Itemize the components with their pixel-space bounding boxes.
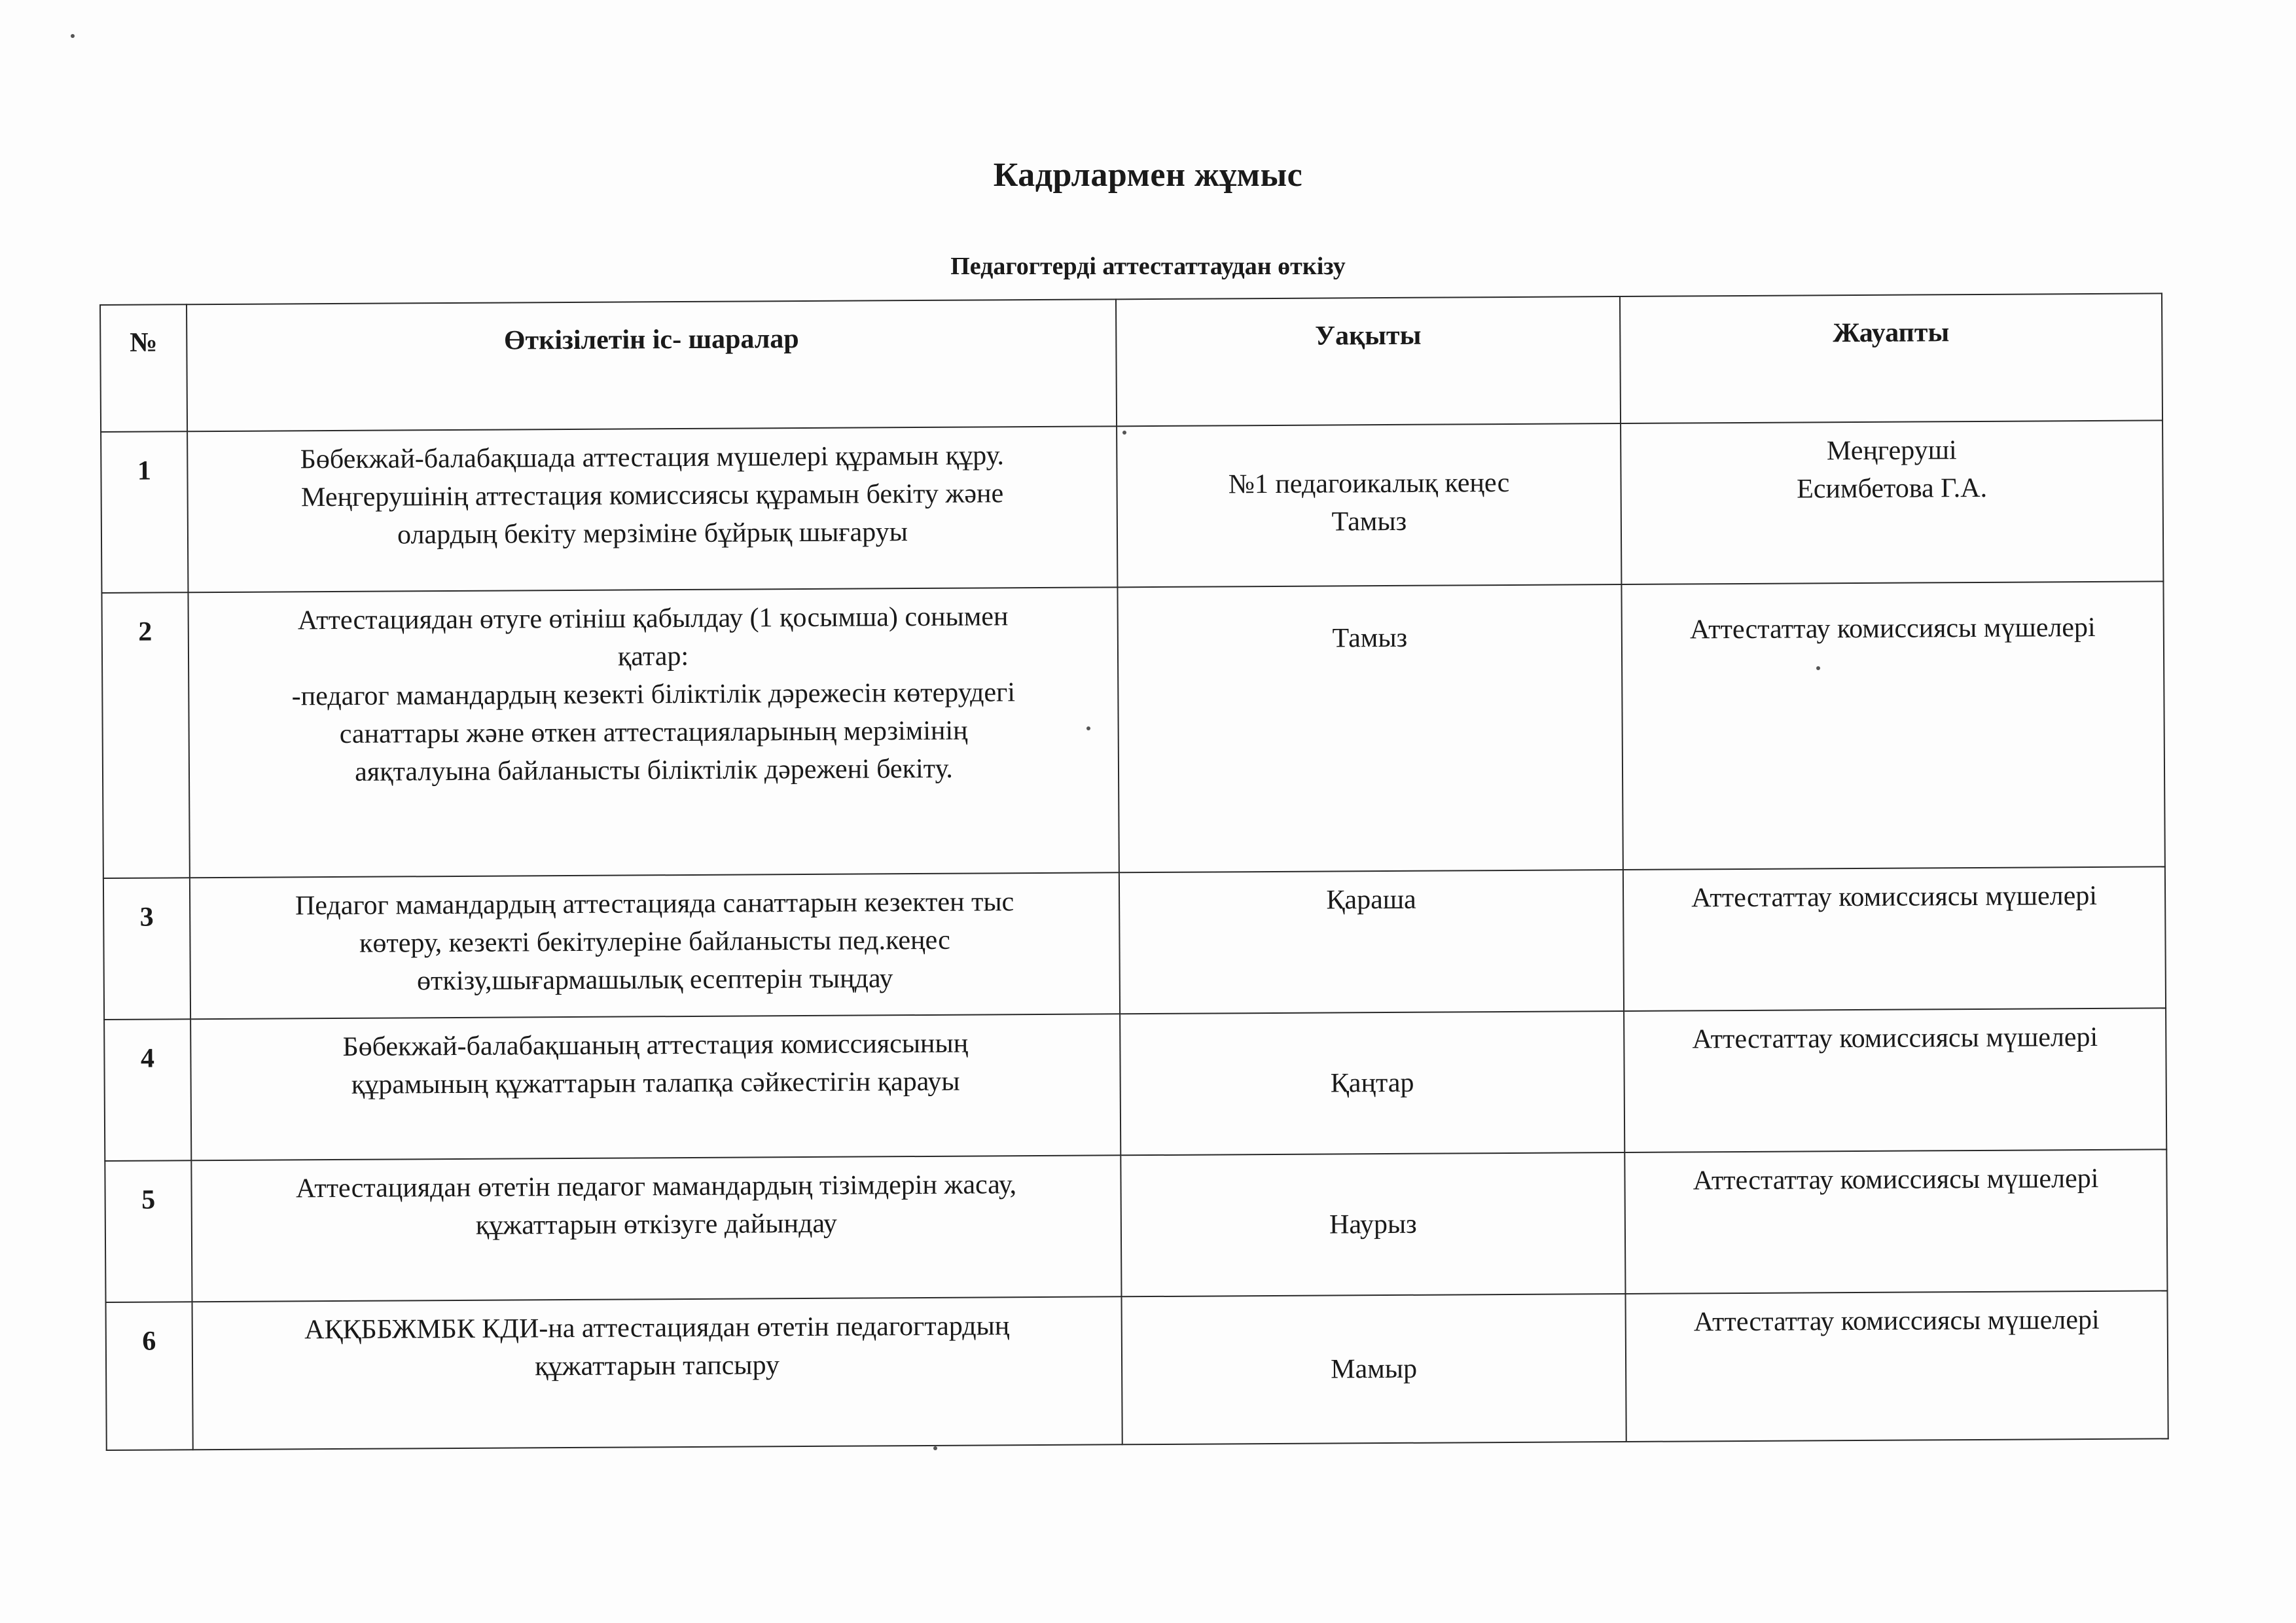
table-header-row [100,293,2162,432]
responsible-line: Есимбетова Г.А. [1797,473,1988,505]
table-row [106,1291,2168,1450]
responsible-line: Аттестаттау комиссиясы мүшелері [1689,612,2096,645]
header-activity: Өткізілетін іс- шаралар [187,299,1117,431]
activity-line: қатар: [617,641,689,672]
time-line: Қараша [1326,884,1416,916]
responsible-cell [1621,420,2163,584]
time-line: Тамыз [1331,506,1407,537]
activity-cell [190,872,1120,1019]
time-cell [1119,870,1624,1014]
activity-line: құжаттарын тапсыру [535,1350,780,1382]
row-number: 6 [106,1302,193,1450]
time-cell [1121,1294,1626,1444]
activity-cell [190,1014,1121,1160]
header-responsible: Жауапты [1620,293,2162,423]
table-row [101,420,2163,593]
activity-line: АҚҚББЖМБК КДИ-на аттестациядан өтетін педагогтардың [304,1311,1010,1346]
page-subtitle: Педагогтерді аттестаттаудан өткізу [950,253,1346,280]
activity-line: олардың бекіту мерзіміне бұйрық шығаруы [397,517,908,550]
activity-cell [187,426,1117,592]
responsible-cell [1624,1149,2167,1294]
table-row [104,1008,2166,1161]
responsible-line: Аттестаттау комиссиясы мүшелері [1692,1022,2098,1055]
activity-cell [192,1296,1122,1450]
scan-speck [1086,726,1090,730]
scan-speck [1816,666,1820,670]
activity-line: өткізу,шығармашылық есептерін тыңдау [416,963,893,997]
time-line: Тамыз [1332,622,1408,654]
activity-line: Педагог мамандардың аттестацияда санаттарын кезектен тыс [295,887,1014,921]
responsible-cell [1623,866,2166,1011]
activity-line: Аттестациядан өтуге өтініш қабылдау (1 қосымша) сонымен [297,601,1009,636]
activity-line: көтеру, кезекті бекітулеріне байланысты пед.кеңес [359,925,951,959]
time-cell [1120,1011,1624,1155]
activity-line: Аттестациядан өтетін педагог мамандардың тізімдерін жасау, [295,1169,1017,1204]
time-cell [1121,1152,1625,1296]
activity-cell [191,1155,1121,1302]
activity-line: аяқталуына байланысты біліктілік дәрежені бекіту. [355,753,953,787]
activity-line: Бөбекжай-балабақшаның аттестация комиссиясының [342,1028,969,1062]
page-title: Кадрлармен жұмыс [993,156,1303,194]
responsible-cell [1621,581,2164,870]
activity-line: санаттары және өткен аттестацияларының мерзімінің [339,715,968,749]
row-number: 3 [103,878,190,1020]
scan-speck [71,34,75,38]
responsible-line: Аттестаттау комиссиясы мүшелері [1691,880,2098,914]
activity-line: Бөбекжай-балабақшада аттестация мүшелері құрамын құру. [300,440,1005,475]
time-line: Наурыз [1329,1209,1417,1240]
responsible-cell [1625,1291,2168,1442]
time-line: №1 педагоикалық кеңес [1228,467,1510,500]
table-row [105,1149,2167,1302]
header-time: Уақыты [1116,296,1621,426]
row-number: 2 [101,592,189,878]
time-cell [1117,584,1623,872]
responsible-line: Аттестаттау комиссиясы мүшелері [1693,1304,2100,1338]
header-num: № [100,304,187,432]
time-line: Қаңтар [1330,1067,1414,1099]
responsible-line: Меңгеруші [1826,435,1957,467]
attestation-table [99,293,2169,1451]
table-row [103,866,2166,1020]
row-number: 5 [105,1160,192,1302]
activity-cell [188,587,1119,878]
responsible-cell [1624,1008,2166,1152]
scan-speck [1122,431,1126,435]
table-row [101,581,2164,878]
activity-line: -педагог мамандардың кезекті біліктілік дәрежесін көтерудегі [291,677,1016,712]
activity-line: құжаттарын өткізуге дайындау [475,1208,838,1241]
activity-line: құрамының құжаттарын талапқа сәйкестігін қарауы [351,1066,960,1100]
responsible-line: Аттестаттау комиссиясы мүшелері [1693,1163,2099,1196]
row-number: 4 [104,1019,191,1161]
time-cell [1117,423,1621,587]
time-line: Мамыр [1331,1353,1418,1385]
activity-line: Меңгерушінің аттестация комиссиясы құрамын бекіту және [300,478,1004,513]
scan-speck [933,1446,937,1450]
row-number: 1 [101,431,188,593]
